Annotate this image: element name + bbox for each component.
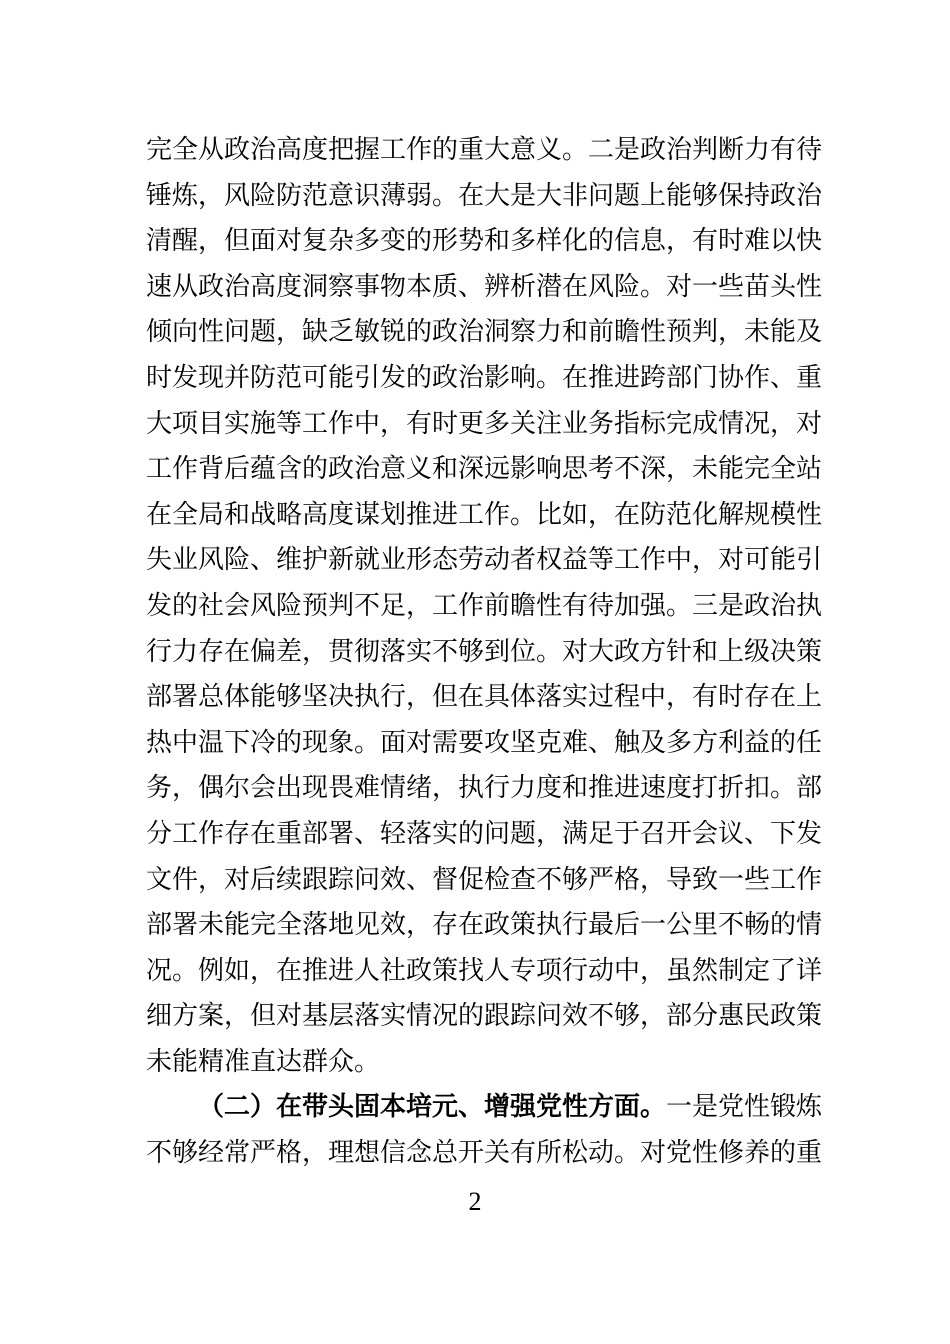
text-line: 热中温下冷的现象。面对需要攻坚克难、触及多方利益的任 bbox=[146, 727, 823, 758]
text-line: 行力存在偏差，贯彻落实不够到位。对大政方针和上级决策 bbox=[146, 636, 823, 667]
text-line: 失业风险、维护新就业形态劳动者权益等工作中，对可能引 bbox=[146, 545, 823, 576]
text-line: 工作背后蕴含的政治意义和深远影响思考不深，未能完全站 bbox=[146, 454, 823, 485]
text-line: 未能精准直达群众。 bbox=[146, 1046, 381, 1077]
text-line: 部署未能完全落地见效，存在政策执行最后一公里不畅的情 bbox=[146, 910, 823, 941]
text-line: 速从政治高度洞察事物本质、辨析潜在风险。对一些苗头性 bbox=[146, 271, 823, 302]
text-line: 锤炼，风险防范意识薄弱。在大是大非问题上能够保持政治 bbox=[146, 180, 823, 211]
section-heading-rest: 一是党性锻炼 bbox=[666, 1092, 823, 1123]
text-line: 时发现并防范可能引发的政治影响。在推进跨部门协作、重 bbox=[146, 362, 823, 393]
text-line: 大项目实施等工作中，有时更多关注业务指标完成情况，对 bbox=[146, 408, 823, 439]
text-line: 务，偶尔会出现畏难情绪，执行力度和推进速度打折扣。部 bbox=[146, 773, 823, 804]
text-line: 细方案，但对基层落实情况的跟踪问效不够，部分惠民政策 bbox=[146, 1001, 823, 1032]
text-line: 况。例如，在推进人社政策找人专项行动中，虽然制定了详 bbox=[146, 955, 823, 986]
section-heading-line bbox=[146, 1085, 823, 1131]
text-line: 不够经常严格，理想信念总开关有所松动。对党性修养的重 bbox=[146, 1138, 823, 1169]
text-line: 在全局和战略高度谋划推进工作。比如，在防范化解规模性 bbox=[146, 499, 823, 530]
text-line: 完全从政治高度把握工作的重大意义。二是政治判断力有待 bbox=[146, 135, 823, 165]
page-number: 2 bbox=[468, 1187, 482, 1216]
text-line: 清醒，但面对复杂多变的形势和多样化的信息，有时难以快 bbox=[146, 226, 823, 257]
text-line: 分工作存在重部署、轻落实的问题，满足于召开会议、下发 bbox=[146, 818, 823, 849]
section-heading: （二）在带头固本培元、增强党性方面。 bbox=[198, 1092, 667, 1123]
body-text bbox=[146, 128, 823, 1177]
text-line: 倾向性问题，缺乏敏锐的政治洞察力和前瞻性预判，未能及 bbox=[146, 317, 823, 348]
text-line: 文件，对后续跟踪问效、督促检查不够严格，导致一些工作 bbox=[146, 864, 823, 895]
text-line: 部署总体能够坚决执行，但在具体落实过程中，有时存在上 bbox=[146, 682, 823, 713]
text-line: 发的社会风险预判不足，工作前瞻性有待加强。三是政治执 bbox=[146, 590, 823, 621]
